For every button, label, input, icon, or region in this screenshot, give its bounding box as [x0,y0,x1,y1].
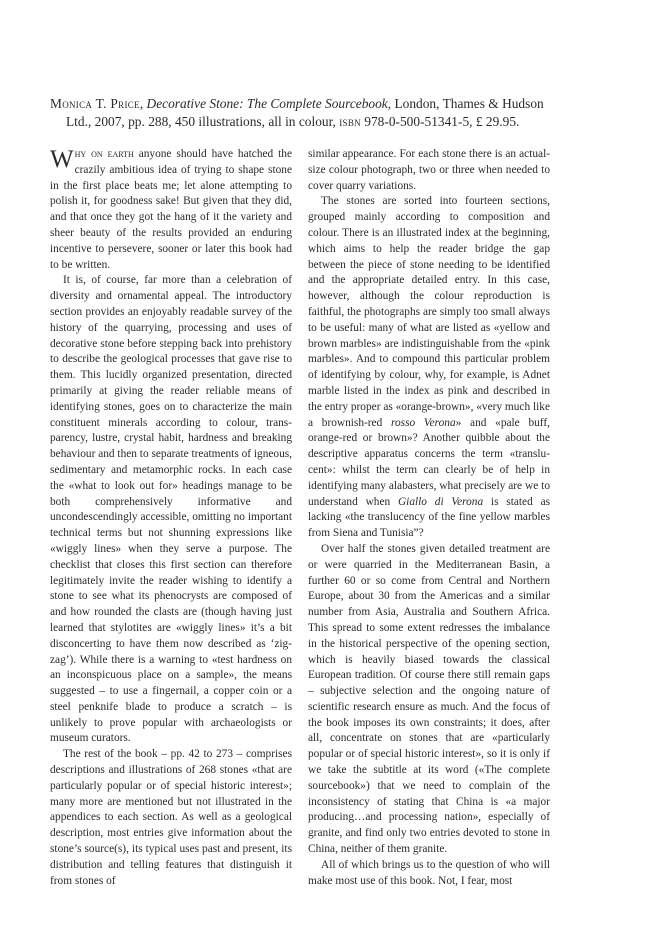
paragraph-3: The rest of the book – pp. 42 to 273 – comprises descriptions and illustrations of 268 stones «that are particularly popular or of special historic interest»; many more are mentioned but not illustrated in the appendices to each section. As well as a geological description, most entries give information about the stone’s source(s), its typical uses past and present, its distribution and telling features that distinguish it from stones of [50,748,292,887]
isbn-label: isbn [339,113,361,129]
isbn-and-price: 978-0-500-51341-5, £ 29.95. [360,113,520,129]
right-column [308,147,550,889]
book-title: Decorative Stone: The Complete Sourcebook [146,96,388,111]
giallo-di-verona: Giallo di Verona [397,495,484,508]
paragraph-sections-a: The stones are sorted into fourteen sections, grouped mainly according to composition and colour. There is an illustrated index at the beginning, which aims to help the reader bridge the gap between the piece of stone needing to be identified and the appropriate detailed entry. In this case, however, although the colour reproduction is faithful, the photographs are simply too small always to be useful: many of what are listed as «yellow and brown marbles» are indistinguishable from the «pink marbles». And to compound this particular problem of identifying by colour, why, for example, is Adnet marble listed in the index as pink and described in the entry proper as «orange-brown», «very much like a brownish-red [308,195,550,429]
publication-details: Ltd., 2007, pp. 288, 450 illustrations, all in colour, [66,113,340,129]
publisher: , London, Thames & Hudson [387,96,544,111]
book-author: Monica T. Price [50,96,140,111]
review-header [50,95,550,130]
paragraph-1-text: anyone should have hatched the crazily ambitious idea of trying to shape stone in the first place beats me; let alone attempting to polish it, for goodness sake! But given that they did, and that once they got the hang of it the variety and sheer beauty of the results provided an enduring incentive to persevere, sooner or later this book had to be written. [50,148,292,271]
paragraph-sections [308,194,550,542]
drop-cap: W [50,146,74,173]
rosso-verona: rosso Verona [391,416,456,429]
left-column [50,147,292,889]
citation-line-1 [50,95,550,113]
paragraph-sections-c: is stated as lacking «the translucency of the fine yellow marbles from Siena and Tunisia”? [308,495,551,540]
citation-line-2 [50,113,550,131]
paragraph-continued: similar appearance. For each stone there is an actual-size colour photograph, two or three when needed to cover quarry variations. [308,148,550,192]
paragraph-conclusion: All of which brings us to the question of who will make most use of this book. Not, I fear, most [308,858,550,887]
paragraph-1 [50,147,292,273]
title-separator: , [139,96,147,111]
paragraph-2: It is, of course, far more than a celebration of diversity and ornamental appeal. The introductory section provides an enjoyably readable survey of the history of the quarrying, processing and uses of decorative stone before stepping back into prehistory to describe the geological processes that gave rise to them. This lucidly organized presentation, directed primarily at giving the reader reliable means of identifying stones, goes on to characterize the main constituent minerals according to colour, transparency, lustre, crystal habit, hardness and breaking behaviour and then to separate treatments of igneous, sedimentary and metamorphic rocks. In each case the «what to look out for» headings manage to be both comprehensively informative and uncondescendingly accessible, omitting no important technical terms but not shunning expressions like «wiggly lines» when they serve a purpose. The checklist that closes this first section can therefore legitimately invite the reader wishing to identify a stone to see what its phenocrysts are composed of and how rounded the clasts are (though having just learned that stylotites are «wiggly lines» it’s a bit disconcerting to have them now described as ‘zig-zag’). While there is a warning to «test hardness on an inconspicuous place on a sample», the means suggested – to use a fingernail, a copper coin or a steel penknife blade to produce a scratch – is unlikely to prove popular with archaeologists or museum curators. [50,274,292,745]
paragraph-distribution: Over half the stones given detailed treatment are or were quarried in the Mediterranean Basin, a further 60 or so come from Central and Northern Europe, about 30 from the Americas and a similar number from Asia, Australia and Southern Africa. This spread to some extent redresses the imbalance in the historical perspective of the opening section, which is heavily biased towards the classical European tradition. Of course there still remain gaps – subjective selection and the ongoing nature of scientific research ensure as much. And the focus of the book imposes its own constraints; it does, after all, concentrate on stones that are «particularly popular or of special historic interest», so it is only if we take the subtitle at its word («The complete sourcebook») that we need to complain of the inconsistency of stating that China is «a major producing…and processing nation», especially of granite, and find only two entries devoted to stone in China, neither of them granite. [308,542,550,856]
opening-small-caps: hy on earth [74,148,134,160]
paragraph-sections-b: » and «pale buff, orange-red or brown»? Another quibble about the descriptive apparatus concerns the term «translucent»: whilst the term can clearly be of help in identifying many alabasters, what precisely are we to understand when [308,416,550,508]
